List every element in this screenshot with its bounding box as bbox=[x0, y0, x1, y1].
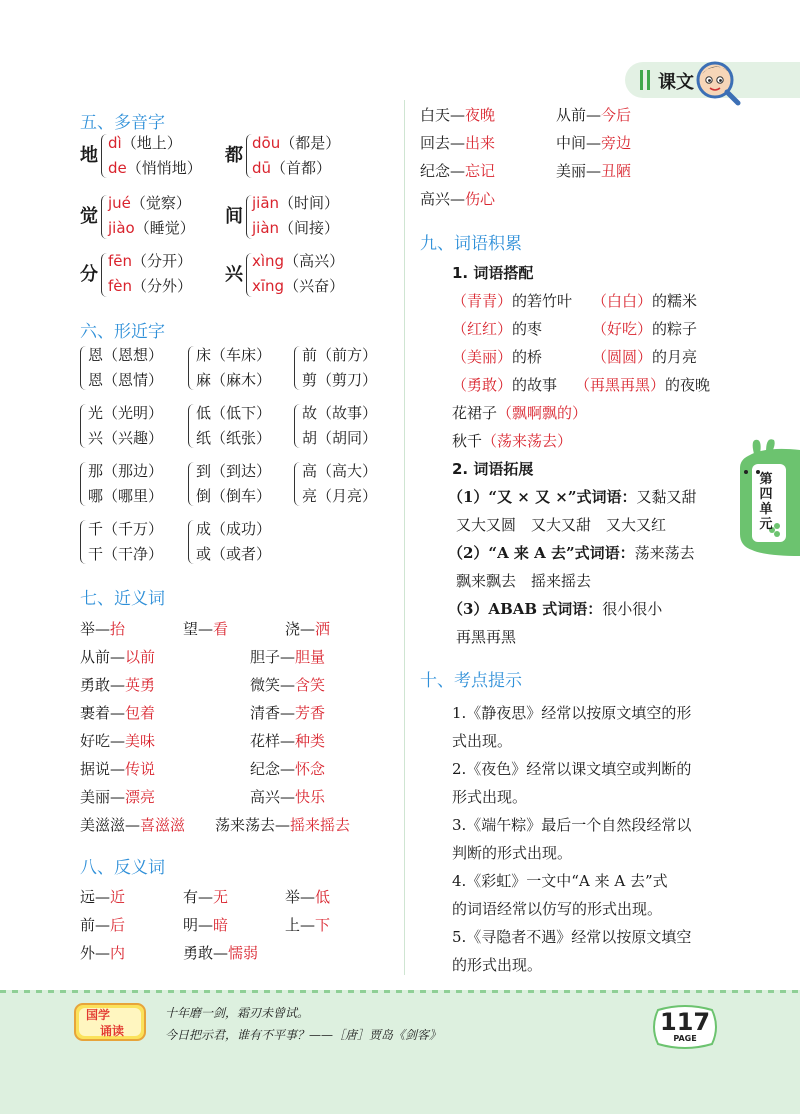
brace bbox=[80, 346, 88, 390]
similar-char-item: 那（那边） bbox=[88, 462, 164, 480]
antonym-pair: 举—低 bbox=[285, 888, 331, 906]
expansion-row: 又大又圆 又大又甜 又大又红 bbox=[456, 516, 667, 534]
similar-char-item: 麻（麻木） bbox=[196, 371, 272, 389]
exam-tip-line: 形式出现。 bbox=[452, 788, 528, 806]
synonym-pair: 花样—种类 bbox=[250, 732, 326, 750]
section-title-similar-chars: 六、形近字 bbox=[80, 322, 165, 342]
brace bbox=[294, 404, 302, 448]
synonym-pair: 从前—以前 bbox=[80, 648, 156, 666]
similar-char-item: 光（光明） bbox=[88, 404, 164, 422]
section-title-synonyms: 七、近义词 bbox=[80, 589, 165, 609]
antonym-pair: 远—近 bbox=[80, 888, 126, 906]
expansion-row: 飘来飘去 摇来摇去 bbox=[456, 572, 592, 590]
section-title-exam-tips: 十、考点提示 bbox=[420, 671, 522, 691]
collocation-row: 花裙子（飘啊飘的） bbox=[452, 404, 588, 422]
antonym-pair: 上—下 bbox=[285, 916, 331, 934]
collocation-row: （青青）的箬竹叶 bbox=[452, 292, 573, 310]
polyphone-reading: de（悄悄地） bbox=[108, 159, 202, 177]
brace bbox=[80, 462, 88, 506]
polyphone-reading: jué（觉察） bbox=[108, 194, 191, 212]
similar-char-item: 剪（剪刀） bbox=[302, 371, 378, 389]
expansion-row: （1）“又 × 又 ×”式词语：又黏又甜 bbox=[448, 488, 697, 506]
exam-tip-line: 的形式出现。 bbox=[452, 956, 543, 974]
polyphone-reading: jiào（睡觉） bbox=[108, 219, 195, 237]
synonym-pair: 美滋滋—喜滋滋 bbox=[80, 816, 186, 834]
brace bbox=[188, 404, 196, 448]
polyphone-char: 觉 bbox=[80, 206, 98, 227]
badge-text: 诵读 bbox=[100, 1024, 125, 1038]
polyphone-reading: jiàn（间接） bbox=[252, 219, 340, 237]
antonym-pair: 美丽—丑陋 bbox=[556, 162, 632, 180]
brace bbox=[294, 462, 302, 506]
antonym-pair: 高兴—伤心 bbox=[420, 190, 496, 208]
similar-char-item: 胡（胡同） bbox=[302, 429, 378, 447]
exam-tip-line: 3.《端午粽》最后一个自然段经常以 bbox=[452, 816, 692, 834]
column-divider bbox=[404, 100, 405, 975]
synonym-pair: 据说—传说 bbox=[80, 760, 156, 778]
antonym-pair: 有—无 bbox=[183, 888, 229, 906]
similar-char-item: 成（成功） bbox=[196, 520, 272, 538]
collocation-row: （美丽）的桥 bbox=[452, 348, 543, 366]
section-title-antonyms: 八、反义词 bbox=[80, 858, 165, 878]
similar-char-item: 干（干净） bbox=[88, 545, 164, 563]
polyphone-reading: fèn（分外） bbox=[108, 277, 193, 295]
subheading-collocation: 1. 词语搭配 bbox=[452, 264, 534, 282]
polyphone-char: 兴 bbox=[225, 264, 243, 285]
expansion-row: （2）“A 来 A 去”式词语：荡来荡去 bbox=[448, 544, 695, 562]
polyphone-char: 分 bbox=[80, 264, 98, 285]
synonym-pair: 举—抬 bbox=[80, 620, 126, 638]
poem-line: 十年磨一剑，霜刃未曾试。 bbox=[165, 1006, 310, 1020]
badge-text: 国学 bbox=[86, 1008, 111, 1022]
similar-char-item: 哪（哪里） bbox=[88, 487, 164, 505]
collocation-row: （圆圆）的月亮 bbox=[592, 348, 698, 366]
similar-char-item: 到（到达） bbox=[196, 462, 272, 480]
similar-char-item: 兴（兴趣） bbox=[88, 429, 164, 447]
polyphone-reading: dōu（都是） bbox=[252, 134, 341, 152]
similar-char-item: 前（前方） bbox=[302, 346, 378, 364]
exam-tip-line: 的词语经常以仿写的形式出现。 bbox=[452, 900, 663, 918]
polyphone-reading: jiān（时间） bbox=[252, 194, 340, 212]
mascot-magnifier-icon bbox=[693, 58, 741, 106]
synonym-pair: 美丽—漂亮 bbox=[80, 788, 156, 806]
synonym-pair: 望—看 bbox=[183, 620, 229, 638]
exam-tip-line: 5.《寻隐者不遇》经常以按原文填空 bbox=[452, 928, 692, 946]
exam-tip-line: 4.《彩虹》一文中“A 来 A 去”式 bbox=[452, 872, 668, 890]
collocation-row: （勇敢）的故事 bbox=[452, 376, 558, 394]
expansion-row: （3）ABAB 式词语：很小很小 bbox=[448, 600, 663, 618]
similar-char-item: 低（低下） bbox=[196, 404, 272, 422]
antonym-pair: 外—内 bbox=[80, 944, 126, 962]
synonym-pair: 胆子—胆量 bbox=[250, 648, 326, 666]
footer-dotted-border bbox=[0, 990, 800, 993]
similar-char-item: 倒（倒车） bbox=[196, 487, 272, 505]
exam-tip-line: 1.《静夜思》经常以按原文填空的形 bbox=[452, 704, 692, 722]
section-title-word-accumulation: 九、词语积累 bbox=[420, 234, 522, 254]
similar-char-item: 恩（恩情） bbox=[88, 371, 164, 389]
similar-char-item: 恩（恩想） bbox=[88, 346, 164, 364]
polyphone-char: 间 bbox=[225, 206, 243, 227]
poem-line: 今日把示君，谁有不平事？——［唐］贾岛《剑客》 bbox=[165, 1028, 442, 1042]
antonym-pair: 回去—出来 bbox=[420, 134, 496, 152]
synonym-pair: 荡来荡去—摇来摇去 bbox=[215, 816, 351, 834]
synonym-pair: 清香—芳香 bbox=[250, 704, 326, 722]
polyphone-reading: xīng（兴奋） bbox=[252, 277, 345, 295]
similar-char-item: 或（或者） bbox=[196, 545, 272, 563]
antonym-pair: 明—暗 bbox=[183, 916, 229, 934]
polyphone-reading: dì（地上） bbox=[108, 134, 182, 152]
synonym-pair: 纪念—怀念 bbox=[250, 760, 326, 778]
synonym-pair: 勇敢—英勇 bbox=[80, 676, 156, 694]
polyphone-reading: dū（首都） bbox=[252, 159, 332, 177]
antonym-pair: 中间—旁边 bbox=[556, 134, 632, 152]
collocation-row: （再黑再黑）的夜晚 bbox=[575, 376, 711, 394]
brace bbox=[188, 346, 196, 390]
subheading-expansion: 2. 词语拓展 bbox=[452, 460, 534, 478]
antonym-pair: 从前—今后 bbox=[556, 106, 632, 124]
exam-tip-line: 判断的形式出现。 bbox=[452, 844, 573, 862]
synonym-pair: 裹着—包着 bbox=[80, 704, 156, 722]
collocation-row: （好吃）的粽子 bbox=[592, 320, 698, 338]
collocation-row: 秋千（荡来荡去） bbox=[452, 432, 573, 450]
section-title-polyphones: 五、多音字 bbox=[80, 113, 165, 133]
exam-tip-line: 式出现。 bbox=[452, 732, 513, 750]
antonym-pair: 白天—夜晚 bbox=[420, 106, 496, 124]
unit-side-label: 第四单元 bbox=[759, 472, 773, 532]
similar-char-item: 纸（纸张） bbox=[196, 429, 272, 447]
synonym-pair: 好吃—美味 bbox=[80, 732, 156, 750]
synonym-pair: 微笑—含笑 bbox=[250, 676, 326, 694]
expansion-row: 再黑再黑 bbox=[456, 628, 517, 646]
similar-char-item: 高（高大） bbox=[302, 462, 378, 480]
similar-char-item: 床（车床） bbox=[196, 346, 272, 364]
header-tab-marks bbox=[640, 70, 650, 90]
collocation-row: （红红）的枣 bbox=[452, 320, 543, 338]
collocation-row: （白白）的糯米 bbox=[592, 292, 698, 310]
synonym-pair: 高兴—快乐 bbox=[250, 788, 326, 806]
brace bbox=[80, 520, 88, 564]
brace bbox=[294, 346, 302, 390]
polyphone-char: 地 bbox=[80, 145, 98, 166]
page-label: PAGE bbox=[673, 1034, 697, 1043]
similar-char-item: 千（千万） bbox=[88, 520, 164, 538]
antonym-pair: 勇敢—懦弱 bbox=[183, 944, 259, 962]
exam-tip-line: 2.《夜色》经常以课文填空或判断的 bbox=[452, 760, 692, 778]
brace bbox=[80, 404, 88, 448]
brace bbox=[188, 520, 196, 564]
antonym-pair: 纪念—忘记 bbox=[420, 162, 496, 180]
polyphone-reading: xìng（高兴） bbox=[252, 252, 345, 270]
similar-char-item: 故（故事） bbox=[302, 404, 378, 422]
polyphone-char: 都 bbox=[225, 145, 243, 166]
similar-char-item: 亮（月亮） bbox=[302, 487, 378, 505]
polyphone-reading: fēn（分开） bbox=[108, 252, 193, 270]
page-number: 117 bbox=[660, 1008, 711, 1036]
header-tab-label: 课文 bbox=[658, 72, 694, 93]
synonym-pair: 浇—洒 bbox=[285, 620, 331, 638]
antonym-pair: 前—后 bbox=[80, 916, 126, 934]
brace bbox=[188, 462, 196, 506]
